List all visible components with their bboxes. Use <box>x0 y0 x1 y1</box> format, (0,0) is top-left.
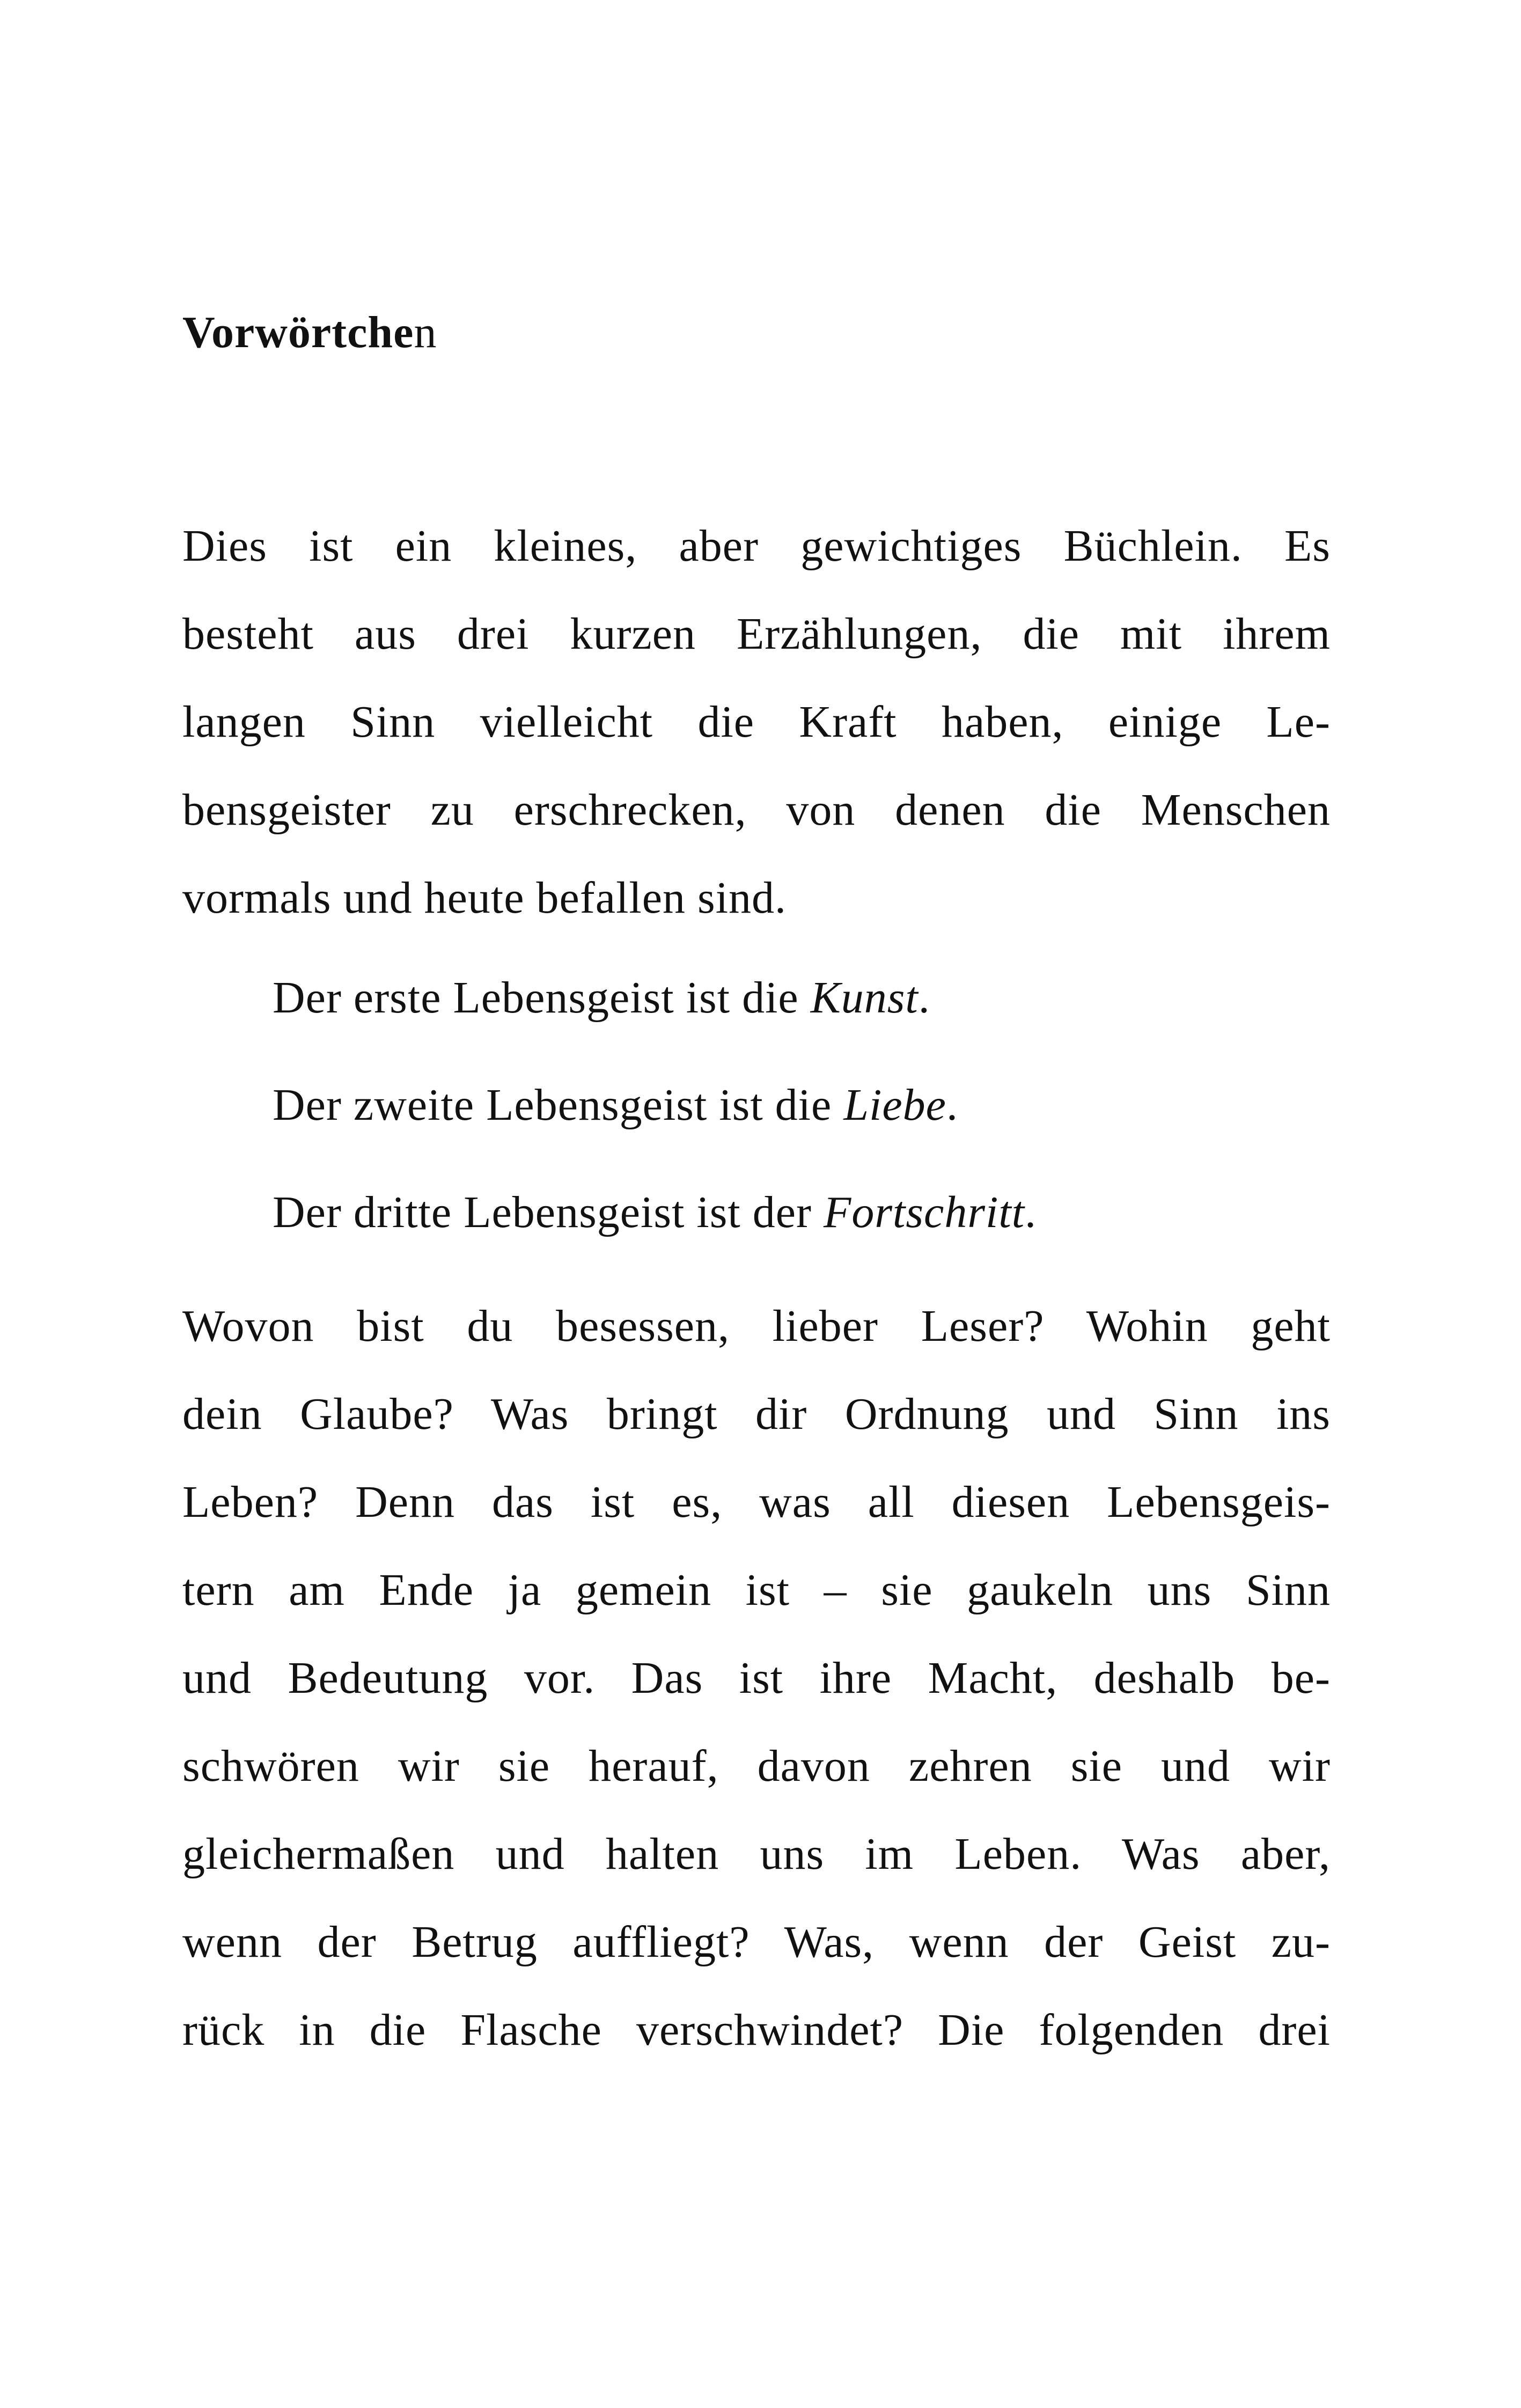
main-line: gleichermaßen und halten uns im Leben. Was aber, <box>182 1829 1331 1879</box>
spirit-term: Kunst <box>810 973 919 1023</box>
intro-line: bensgeister zu erschrecken, von denen die Menschen <box>182 785 1331 835</box>
spirit-line-2 <box>273 1052 958 1159</box>
spirit-line-1 <box>273 944 930 1052</box>
chapter-heading <box>182 306 437 359</box>
chapter-heading-bold: Vorwörtche <box>182 307 414 357</box>
main-line: Wovon bist du besessen, lieber Leser? Wohin geht <box>182 1301 1331 1351</box>
intro-line: langen Sinn vielleicht die Kraft haben, einige Le- <box>182 697 1331 747</box>
chapter-heading-tail: n <box>414 307 437 357</box>
spirit-suffix: . <box>1025 1187 1037 1237</box>
spirit-suffix: . <box>918 973 930 1023</box>
main-paragraph <box>182 1282 1331 2074</box>
main-line: wenn der Betrug auffliegt? Was, wenn der Geist zu- <box>182 1917 1331 1967</box>
spirit-prefix: Der erste Lebensgeist ist die <box>273 973 811 1023</box>
intro-line: Dies ist ein kleines, aber gewichtiges Büchlein. Es <box>182 521 1331 571</box>
spirit-suffix: . <box>946 1080 958 1130</box>
main-line: tern am Ende ja gemein ist – sie gaukeln uns Sinn <box>182 1565 1331 1615</box>
main-line: schwören wir sie herauf, davon zehren sie und wir <box>182 1741 1331 1791</box>
intro-line: vormals und heute befallen sind. <box>182 873 787 923</box>
main-line: dein Glaube? Was bringt dir Ordnung und Sinn ins <box>182 1389 1331 1439</box>
spirit-line-3 <box>273 1159 1037 1266</box>
intro-paragraph <box>182 502 1331 942</box>
main-line: und Bedeutung vor. Das ist ihre Macht, deshalb be- <box>182 1653 1331 1703</box>
main-line: rück in die Flasche verschwindet? Die folgenden drei <box>182 2005 1331 2055</box>
spirit-term: Fortschritt <box>824 1187 1025 1237</box>
spirit-prefix: Der dritte Lebensgeist ist der <box>273 1187 824 1237</box>
intro-line: besteht aus drei kurzen Erzählungen, die mit ihrem <box>182 609 1331 659</box>
main-line: Leben? Denn das ist es, was all diesen Lebensgeis- <box>182 1477 1331 1527</box>
spirit-term: Liebe <box>843 1080 946 1130</box>
spirit-prefix: Der zweite Lebensgeist ist die <box>273 1080 844 1130</box>
